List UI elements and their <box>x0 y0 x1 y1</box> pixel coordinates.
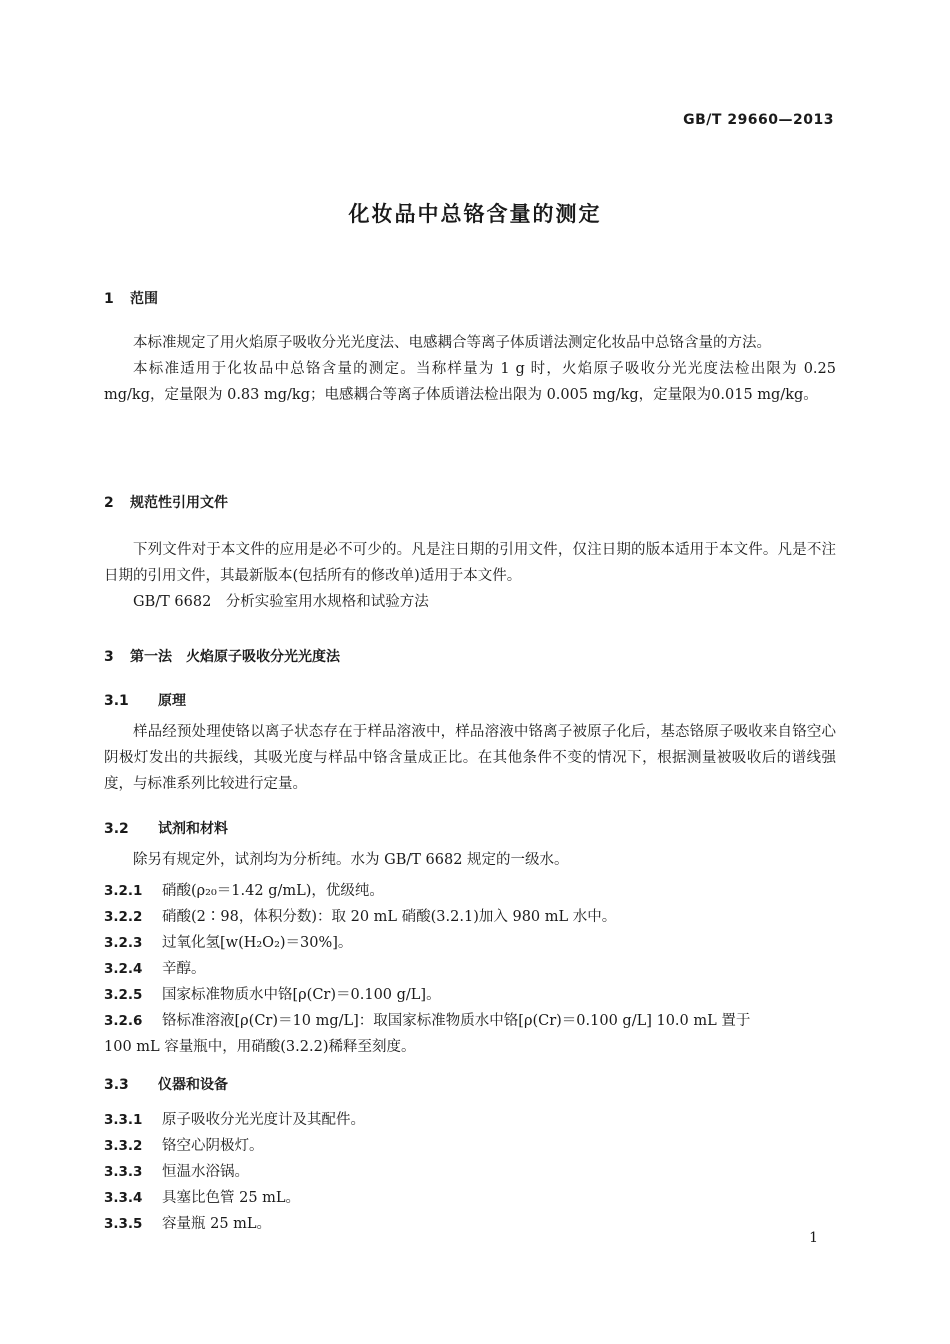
section-3-2-intro <box>104 847 836 873</box>
list-item-continuation: 100 mL 容量瓶中，用硝酸(3.2.2)稀释至刻度。 <box>104 1039 416 1055</box>
section-2-body <box>104 537 836 615</box>
section-1-body <box>104 330 836 408</box>
normative-reference: GB/T 6682 分析实验室用水规格和试验方法 <box>133 594 429 610</box>
page-number: 1 <box>809 1230 818 1246</box>
list-item: 3.2.2 硝酸(2∶98，体积分数)：取 20 mL 硝酸(3.2.1)加入 980 mL 水中。 <box>104 909 617 925</box>
paragraph: 下列文件对于本文件的应用是必不可少的。凡是注日期的引用文件，仅注日期的版本适用于本文件。凡是不注日期的引用文件，其最新版本(包括所有的修改单)适用于本文件。 <box>104 542 836 584</box>
list-item: 3.2.5 国家标准物质水中铬[ρ(Cr)＝0.100 g/L]。 <box>104 987 441 1003</box>
section-3-1-heading: 3.1 原理 <box>104 693 186 709</box>
section-3-1-body <box>104 719 836 797</box>
section-3-2-heading: 3.2 试剂和材料 <box>104 821 228 837</box>
list-item: 3.3.5 容量瓶 25 mL。 <box>104 1216 272 1232</box>
list-item: 3.2.6 铬标准溶液[ρ(Cr)＝10 mg/L]：取国家标准物质水中铬[ρ(Cr)＝0.100 g/L] 10.0 mL 置于 <box>104 1013 751 1029</box>
section-3-heading: 3 第一法 火焰原子吸收分光光度法 <box>104 649 340 665</box>
list-item: 3.3.1 原子吸收分光光度计及其配件。 <box>104 1112 365 1128</box>
list-item: 3.3.3 恒温水浴锅。 <box>104 1164 249 1180</box>
list-item: 3.3.2 铬空心阴极灯。 <box>104 1138 264 1154</box>
list-item: 3.2.1 硝酸(ρ₂₀＝1.42 g/mL)，优级纯。 <box>104 883 384 899</box>
document-title: 化妆品中总铬含量的测定 <box>348 202 602 226</box>
section-2-heading: 2 规范性引用文件 <box>104 495 228 511</box>
section-1-heading: 1 范围 <box>104 291 158 307</box>
list-item: 3.3.4 具塞比色管 25 mL。 <box>104 1190 301 1206</box>
list-item: 3.2.4 辛醇。 <box>104 961 206 977</box>
paragraph: 除另有规定外，试剂均为分析纯。水为 GB/T 6682 规定的一级水。 <box>133 852 569 868</box>
section-3-3-heading: 3.3 仪器和设备 <box>104 1077 228 1093</box>
paragraph: 样品经预处理使铬以离子状态存在于样品溶液中，样品溶液中铬离子被原子化后，基态铬原子吸收来自铬空心阴极灯发出的共振线，其吸光度与样品中铬含量成正比。在其他条件不变的情况下，根据测量被吸收后的谱线强度，与标准系列比较进行定量。 <box>104 724 836 792</box>
paragraph: 本标准规定了用火焰原子吸收分光光度法、电感耦合等离子体质谱法测定化妆品中总铬含量的方法。 <box>133 335 771 351</box>
list-item: 3.2.3 过氧化氢[w(H₂O₂)＝30%]。 <box>104 935 353 951</box>
standard-code: GB/T 29660—2013 <box>683 112 834 128</box>
paragraph: 本标准适用于化妆品中总铬含量的测定。当称样量为 1 g 时，火焰原子吸收分光光度法检出限为 0.25 mg/kg，定量限为 0.83 mg/kg；电感耦合等离子体质谱法检出限为 0.005 mg/kg，定量限为0.015 mg/kg。 <box>104 361 836 403</box>
